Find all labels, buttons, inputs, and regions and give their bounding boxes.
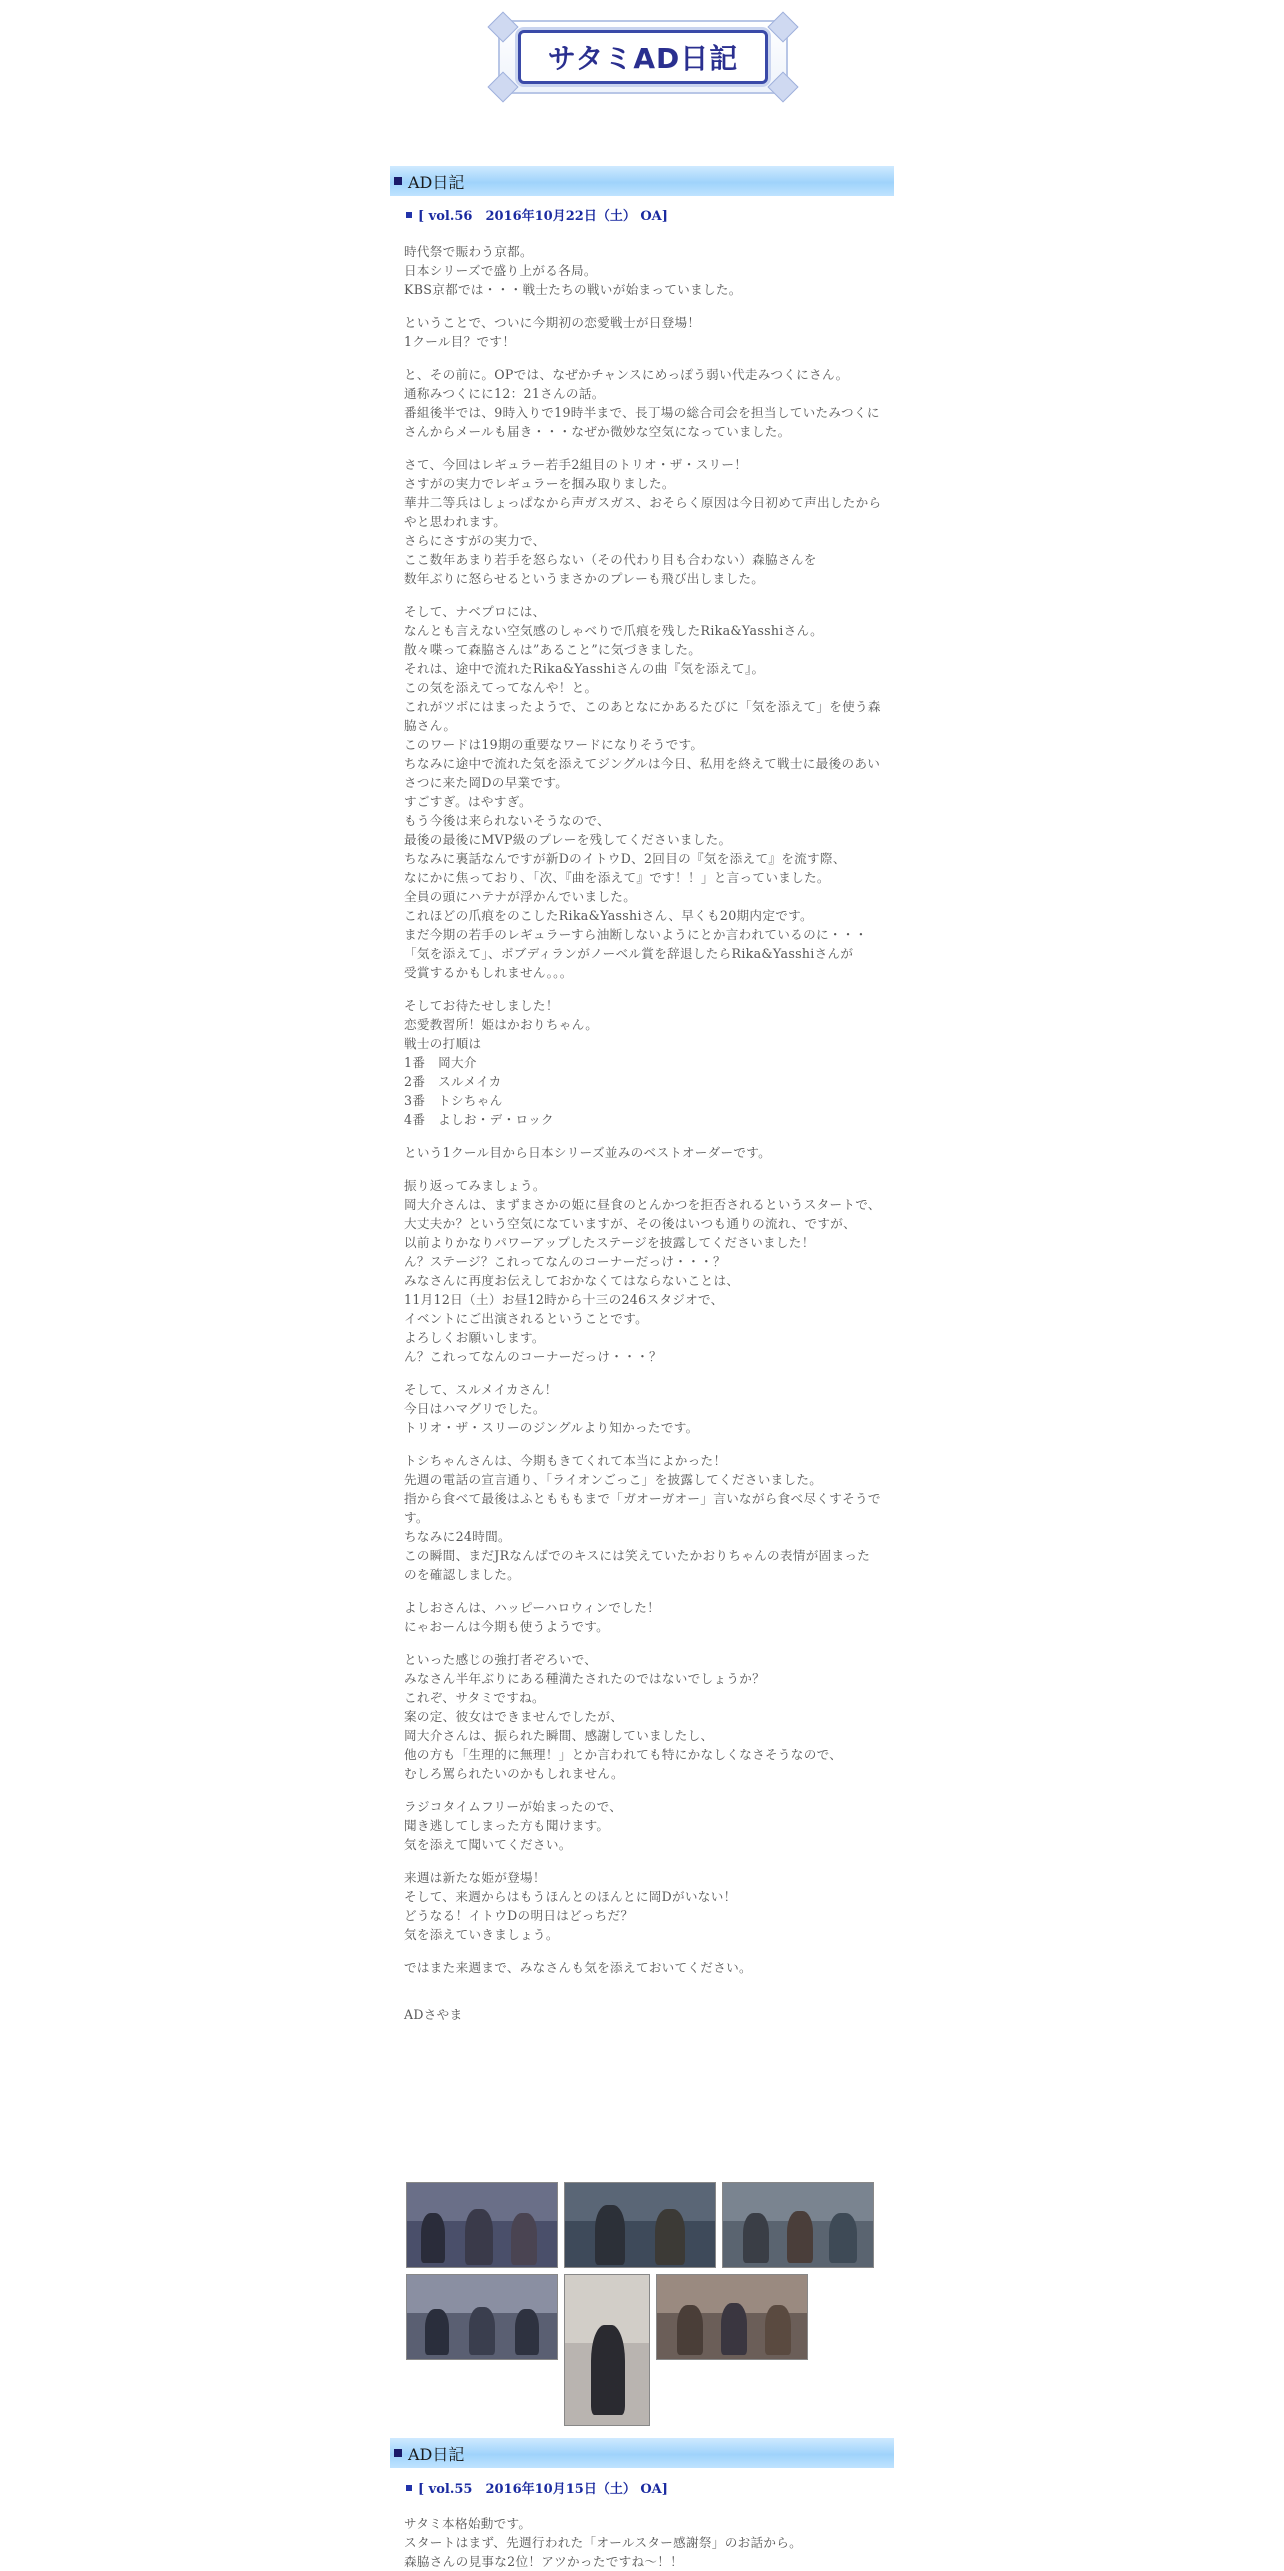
photo-figure bbox=[721, 2303, 747, 2355]
signature: ADさやま bbox=[404, 2007, 463, 2022]
section-title: AD日記 bbox=[408, 2444, 465, 2464]
paragraph: トシちゃんさんは、今期もきてくれて本当によかった！ 先週の電話の宣言通り、「ライオンごっこ」を披露してくださいました。 指から食べて最後はふともももまで「ガオーガオー」言いながら食べ尽くすそうです。 ちなみに24時間。 この瞬間、まだJRなんばでのキスには笑えていたかおりちゃんの表情が固まったのを確認しました。 bbox=[404, 1453, 881, 1582]
photo-figure bbox=[787, 2211, 813, 2263]
paragraph: と、その前に。OPでは、なぜかチャンスにめっぽう弱い代走みつくにさん。 通称みつくにに12：21さんの話。 番組後半では、9時入りで19時半まで、長丁場の総合司会を担当していたみつくにさんからメールも届き・・・なぜか微妙な空気になっていました。 bbox=[404, 367, 880, 439]
paragraph: さて、今回はレギュラー若手2組目のトリオ・ザ・スリー！ さすがの実力でレギュラーを掴み取りました。 華井二等兵はしょっぱなから声ガスガス、おそらく原因は今日初めて声出したからやと思われます。 さらにさすがの実力で、 ここ数年あまり若手を怒らない（その代わり目も合わない）森脇さんを 数年ぶりに怒らせるというまさかのプレーも飛び出しました。 bbox=[404, 457, 882, 586]
paragraph: そしてお待たせしました！ 恋愛教習所！姫はかおりちゃん。 戦士の打順は 1番 岡大介 2番 スルメイカ 3番 トシちゃん 4番 よしお・デ・ロック bbox=[404, 998, 599, 1127]
logo-text: サタミAD日記 bbox=[547, 42, 739, 75]
section-title: AD日記 bbox=[408, 172, 465, 192]
paragraph: ラジコタイムフリーが始まったので、 聞き逃してしまった方も聞けます。 気を添えて聞いてください。 bbox=[404, 1799, 623, 1852]
studio-photo-3[interactable] bbox=[722, 2182, 874, 2268]
square-bullet-icon bbox=[406, 2485, 412, 2491]
studio-photo-5[interactable] bbox=[564, 2274, 650, 2426]
section-header bbox=[390, 2438, 894, 2468]
paragraph: といった感じの強打者ぞろいで、 みなさん半年ぶりにある種満たされたのではないでしょうか？ これぞ、サタミですね。 案の定、彼女はできませんでしたが、 岡大介さんは、振られた瞬間、感謝していましたし、 他の方も「生理的に無理！」とか言われても特にかなしくなさそうなので、 むしろ罵られたいのかもしれません。 bbox=[404, 1652, 843, 1781]
site-logo[interactable] bbox=[498, 12, 788, 102]
entry-heading-text: [ vol.56 2016年10月22日（土） OA] bbox=[418, 209, 668, 224]
paragraph: そして、ナベプロには、 なんとも言えない空気感のしゃべりで爪痕を残したRika&Yasshiさん。 散々喋って森脇さんは”あること”に気づきました。 それは、途中で流れたRika&Yasshiさんの曲『気を添えて』。 この気を添えてってなんや！と。 これがツボにはまったようで、このあとなにかあるたびに「気を添えて」を使う森脇さん。 このワードは19期の重要なワードになりそうです。 ちなみに途中で流れた気を添えてジングルは今日、私用を終えて戦士に最後のあいさつに来た岡Dの早業です。 すごすぎ。はやすぎ。 もう今後は来られないそうなので、 最後の最後にMVP級のプレーを残してくださいました。 ちなみに裏話なんですが新DのイトウD、2回目の『気を添えて』を流す際、 なにかに焦っており、「次、『曲を添えて』です！！」と言っていました。 全員の頭にハテナが浮かんでいました。 これほどの爪痕をのこしたRika&Yasshiさん、早くも20期内定です。 まだ今期の若手のレギュラーすら油断しないようにとか言われているのに・・・ 「気を添えて」、ボブディランがノーベル賞を辞退したらRika&Yasshiさんが 受賞するかもしれません。。。 bbox=[404, 604, 881, 980]
paragraph: 時代祭で賑わう京都。 日本シリーズで盛り上がる各局。 KBS京都では・・・戦士たちの戦いが始まっていました。 bbox=[404, 244, 742, 297]
entry-body bbox=[404, 242, 882, 2038]
studio-photo-1[interactable] bbox=[406, 2182, 558, 2268]
paragraph: ということで、ついに今期初の恋愛戦士が日登場！ 1クール目？です！ bbox=[404, 315, 701, 349]
logo-plate bbox=[518, 30, 768, 84]
paragraph: 振り返ってみましょう。 岡大介さんは、まずまさかの姫に昼食のとんかつを拒否されるというスタートで、 大丈夫か？という空気になていますが、その後はいつも通りの流れ、ですが、 以前よりかなりパワーアップしたステージを披露してくださいました！ ん？ステージ？これってなんのコーナーだっけ・・・？ みなさんに再度お伝えしておかなくてはならないことは、 11月12日（土）お昼12時から十三の246スタジオで、 イベントにご出演されるということです。 よろしくお願いします。 ん？これってなんのコーナーだっけ・・・？ bbox=[404, 1178, 881, 1364]
photo-figure bbox=[743, 2213, 769, 2263]
photo-figure bbox=[511, 2213, 537, 2265]
entry-heading bbox=[406, 2478, 668, 2497]
paragraph: そして、スルメイカさん！ 今日はハマグリでした。 トリオ・ザ・スリーのジングルより知かったです。 bbox=[404, 1382, 699, 1435]
photo-figure bbox=[465, 2209, 493, 2265]
entry-heading bbox=[406, 205, 668, 224]
square-bullet-icon bbox=[394, 2449, 402, 2457]
paragraph: よしおさんは、ハッピーハロウィンでした！ にゃおーんは今期も使うようです。 bbox=[404, 1600, 660, 1634]
photo-figure bbox=[425, 2309, 449, 2355]
square-bullet-icon bbox=[406, 212, 412, 218]
studio-photo-2[interactable] bbox=[564, 2182, 716, 2268]
photo-figure bbox=[829, 2213, 857, 2263]
paragraph: サタミ本格始動です。 スタートはまず、先週行われた「オールスター感謝祭」のお話から。 森脇さんの見事な2位！アツかったですね〜！！ bbox=[404, 2516, 803, 2569]
paragraph: という1クール目から日本シリーズ並みのベストオーダーです。 bbox=[404, 1145, 772, 1160]
photo-figure bbox=[469, 2307, 495, 2355]
photo-figure bbox=[765, 2305, 791, 2355]
photo-background bbox=[565, 2183, 715, 2221]
photo-figure bbox=[677, 2305, 703, 2355]
entry-heading-text: [ vol.55 2016年10月15日（土） OA] bbox=[418, 2482, 668, 2497]
photo-figure bbox=[591, 2325, 625, 2415]
square-bullet-icon bbox=[394, 177, 402, 185]
paragraph: 来週は新たな姫が登場！ そして、来週からはもうほんとのほんとに岡Dがいない！ どうなる！イトウDの明日はどっちだ？ 気を添えていきましょう。 bbox=[404, 1870, 737, 1942]
studio-photo-6[interactable] bbox=[656, 2274, 808, 2360]
photo-figure bbox=[515, 2309, 539, 2355]
section-header bbox=[390, 166, 894, 196]
photo-figure bbox=[595, 2205, 625, 2265]
photo-figure bbox=[421, 2213, 445, 2263]
studio-photo-4[interactable] bbox=[406, 2274, 558, 2360]
paragraph: ではまた来週まで、みなさんも気を添えておいてください。 bbox=[404, 1960, 752, 1975]
photo-figure bbox=[655, 2209, 685, 2265]
